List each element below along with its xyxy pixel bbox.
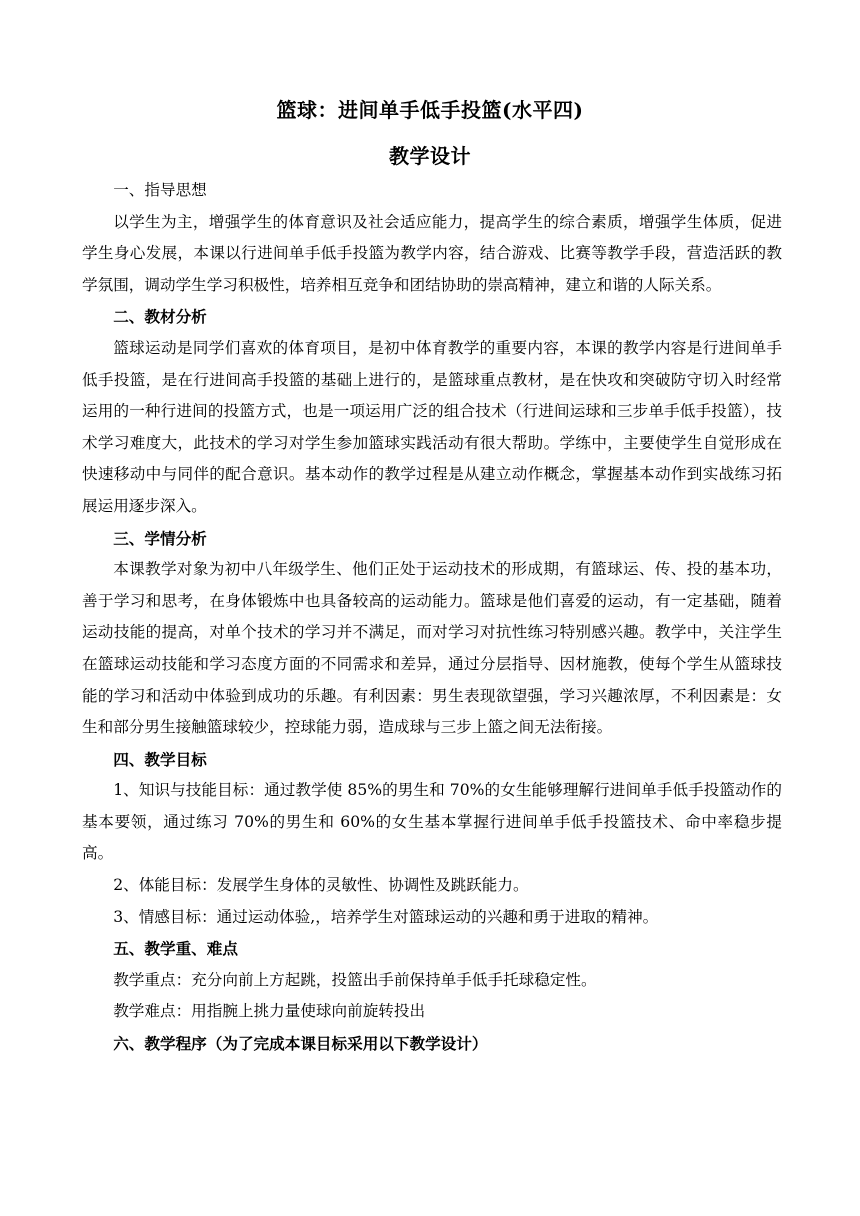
section-heading-5: 五、教学重、难点 xyxy=(113,939,238,959)
section-paragraph: 本课教学对象为初中八年级学生、他们正处于运动技术的形成期，有篮球运、传、投的基本功，善于学习和思考，在身体锻炼中也具备较高的运动能力。篮球是他们喜爱的运动，有一定基础，随着运动技能的提高，对单个技术的学习并不满足，而对学习对抗性练习特别感兴趣。教学中，关注学生在篮球运动技能和学习态度方面的不同需求和差异，通过分层指导、因材施教，使每个学生从篮球技能的学习和活动中体验到成功的乐趣。有利因素：男生表现欲望强，学习兴趣浓厚，不利因素是：女生和部分男生接触篮球较少，控球能力弱，造成球与三步上篮之间无法衔接。 xyxy=(82,560,782,737)
section-paragraph: 教学重点：充分向前上方起跳，投篮出手前保持单手低手托球稳定性。 xyxy=(113,970,597,989)
document-title: 篮球：进间单手低手投篮(水平四) xyxy=(276,98,584,122)
section-paragraph: 1、知识与技能目标：通过教学使 85%的男生和 70%的女生能够理解行进间单手低手投篮动作的基本要领，通过练习 70%的男生和 60%的女生基本掌握行进间单手低手投篮技术、命中率稳步提高。 xyxy=(82,781,782,863)
document-subtitle: 教学设计 xyxy=(389,144,471,168)
section-paragraph: 3、情感目标：通过运动体验,，培养学生对篮球运动的兴趣和勇于进取的精神。 xyxy=(113,907,659,926)
document-body xyxy=(82,175,782,1060)
section-heading-4: 四、教学目标 xyxy=(113,749,207,769)
section-paragraph: 篮球运动是同学们喜欢的体育项目，是初中体育教学的重要内容，本课的教学内容是行进间单手低手投篮，是在行进间高手投篮的基础上进行的，是篮球重点教材，是在快攻和突破防守切入时经常运用的一种行进间的投篮方式，也是一项运用广泛的组合技术（行进间运球和三步单手低手投篮），技术学习难度大，此技术的学习对学生参加篮球实践活动有很大帮助。学练中，主要使学生自觉形成在快速移动中与同伴的配合意识。基本动作的教学过程是从建立动作概念，掌握基本动作到实战练习拓展运用逐步深入。 xyxy=(82,338,782,515)
section-heading-2: 二、教材分析 xyxy=(113,307,207,327)
section-paragraph: 以学生为主，增强学生的体育意识及社会适应能力，提高学生的综合素质，增强学生体质，促进学生身心发展，本课以行进间单手低手投篮为教学内容，结合游戏、比赛等教学手段，营造活跃的教学氛围，调动学生学习积极性，培养相互竞争和团结协助的崇高精神，建立和谐的人际关系。 xyxy=(82,212,782,294)
section-heading-1: 一、指导思想 xyxy=(113,181,207,199)
section-paragraph: 2、体能目标：发展学生身体的灵敏性、协调性及跳跃能力。 xyxy=(113,876,529,895)
section-paragraph: 教学难点：用指腕上挑力量使球向前旋转投出 xyxy=(113,1002,426,1021)
section-heading-3: 三、学情分析 xyxy=(113,528,207,548)
section-heading-6: 六、教学程序（为了完成本课目标采用以下教学设计） xyxy=(113,1034,488,1054)
